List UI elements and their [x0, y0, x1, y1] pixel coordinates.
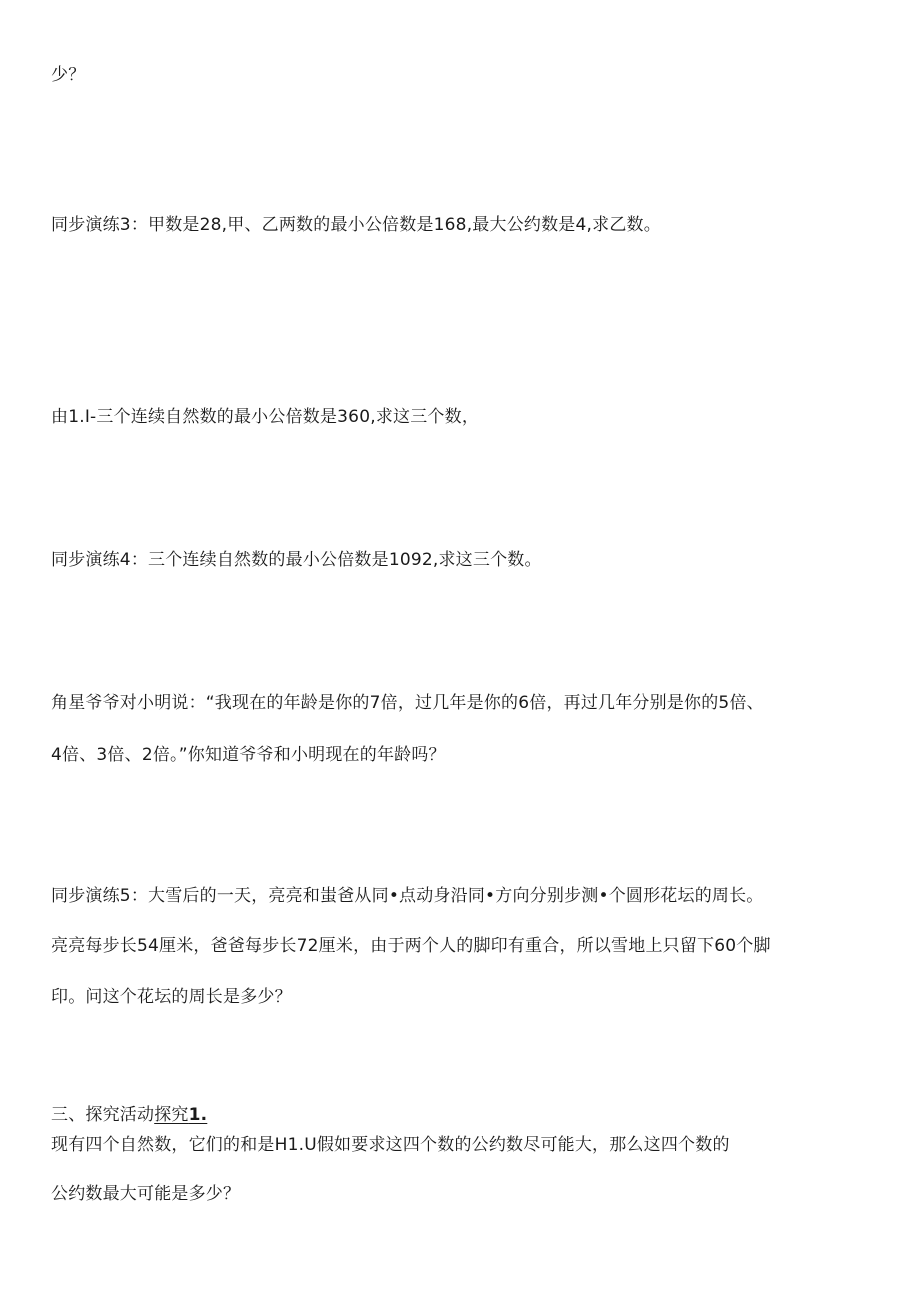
explore-problem-line-1: 现有四个自然数，它们的和是H1.U假如要求这四个数的公约数尽可能大，那么这四个数的 [51, 1135, 730, 1155]
exercise-5-line-3: 印。问这个花坛的周长是多少？ [51, 987, 292, 1007]
section-heading-number: 1. [188, 1105, 208, 1125]
text-line-continuation: 少？ [51, 65, 86, 85]
example-problem: 由1.I-三个连续自然数的最小公倍数是360,求这三个数， [51, 407, 480, 427]
exercise-3: 同步演练3：甲数是28,甲、乙两数的最小公倍数是168,最大公约数是4,求乙数。 [51, 215, 661, 235]
section-heading-prefix: 三、探究活动 [51, 1105, 155, 1125]
explore-problem-line-2: 公约数最大可能是多少？ [51, 1184, 241, 1204]
age-problem-line-2: 4倍、3倍、2倍。”你知道爷爷和小明现在的年龄吗？ [51, 745, 446, 765]
exercise-5-line-2: 亮亮每步长54厘米，爸爸每步长72厘米，由于两个人的脚印有重合，所以雪地上只留下60个脚 [51, 936, 771, 956]
section-heading-explore-word: 探究 [154, 1105, 189, 1125]
age-problem-line-1: 角星爷爷对小明说：“我现在的年龄是你的7倍，过几年是你的6倍，再过几年分别是你的5倍、 [51, 693, 764, 713]
section-heading-underlined [154, 1105, 207, 1125]
section-heading-explore [51, 1104, 207, 1126]
exercise-4: 同步演练4：三个连续自然数的最小公倍数是1092,求这三个数。 [51, 550, 542, 570]
exercise-5-line-1: 同步演练5：大雪后的一天，亮亮和蚩爸从同•点动身沿同•方向分别步测•个圆形花坛的周长。 [51, 886, 764, 906]
